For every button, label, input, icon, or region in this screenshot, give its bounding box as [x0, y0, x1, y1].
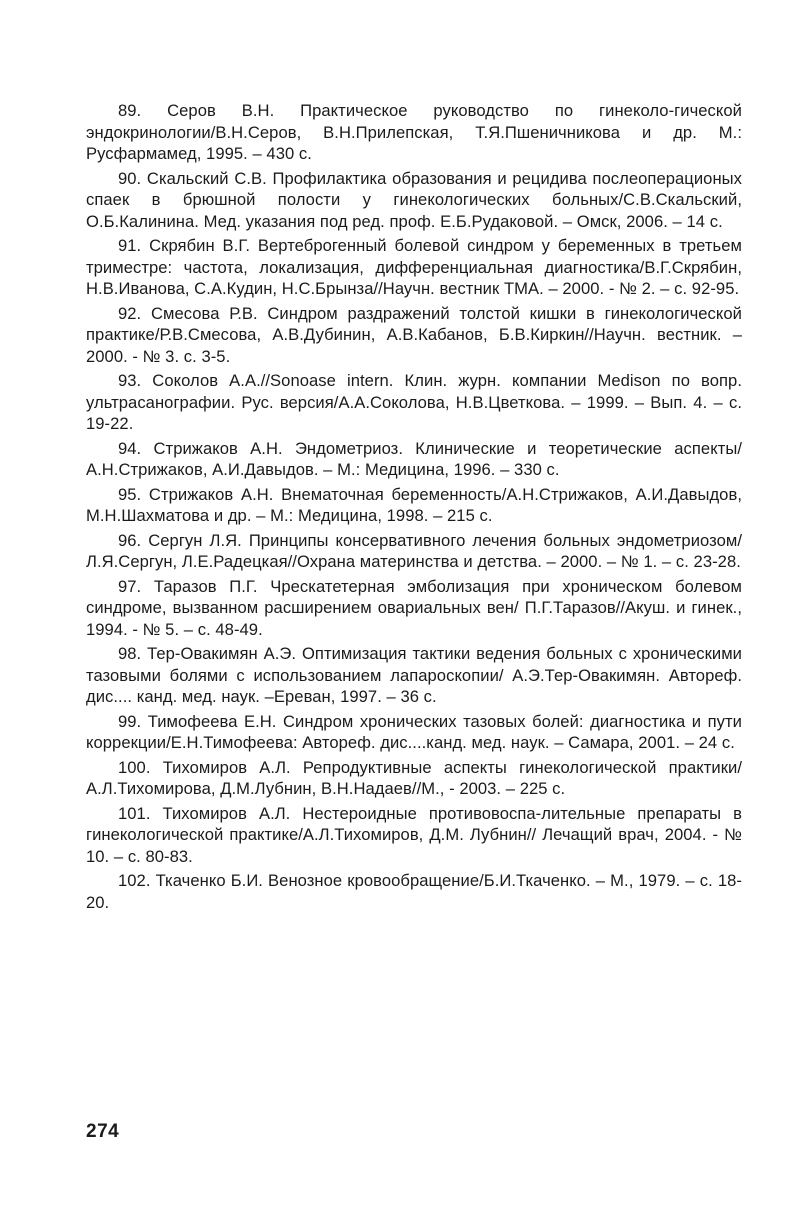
reference-item: 99. Тимофеева Е.Н. Синдром хронических тазовых болей: диагностика и пути коррекции/Е.Н.Тимофеева: Автореф. дис....канд. мед. наук. – Самара, 2001. – 24 с. — [86, 711, 742, 752]
reference-item: 96. Сергун Л.Я. Принципы консервативного лечения больных эндометриозом/Л.Я.Сергун, Л.Е.Радецкая//Охрана материнства и детства. – 2000. – № 1. – с. 23-28. — [86, 530, 742, 571]
reference-item: 100. Тихомиров А.Л. Репродуктивные аспекты гинекологической практики/А.Л.Тихомирова, Д.М.Лубнин, В.Н.Надаев//М., - 2003. – 225 с. — [86, 757, 742, 798]
reference-item: 93. Соколов А.А.//Sonoase intern. Клин. журн. компании Medison по вопр. ультрасанографии. Рус. версия/А.А.Соколова, Н.В.Цветкова. – 1999. – Вып. 4. – с. 19-22. — [86, 371, 742, 433]
reference-item: 102. Ткаченко Б.И. Венозное кровообращение/Б.И.Ткаченко. – М., 1979. – с. 18-20. — [86, 871, 742, 912]
page-number: 274 — [86, 1121, 120, 1142]
reference-item: 98. Тер-Овакимян А.Э. Оптимизация тактики ведения больных с хроническими тазовыми болями с использованием лапароскопии/ А.Э.Тер-Овакимян. Автореф. дис.... канд. мед. наук. –Ереван, 1997. – 36 с. — [86, 644, 742, 706]
reference-list — [86, 100, 742, 916]
reference-item: 90. Скальский С.В. Профилактика образования и рецидива послеоперационых спаек в брюшной полости у гинекологических больных/С.В.Скальский, О.Б.Калинина. Мед. указания под ред. проф. Е.Б.Рудаковой. – Омск, 2006. – 14 с. — [86, 168, 742, 231]
reference-item: 92. Смесова Р.В. Синдром раздражений толстой кишки в гинекологической практике/Р.В.Смесова, А.В.Дубинин, А.В.Кабанов, Б.В.Киркин//Научн. вестник. – 2000. - № 3. с. 3-5. — [86, 303, 742, 366]
reference-item: 89. Серов В.Н. Практическое руководство по гинеколо-гической эндокринологии/В.Н.Серов, В.Н.Прилепская, Т.Я.Пшеничникова и др. М.: Русфармамед, 1995. – 430 с. — [86, 101, 742, 163]
reference-item: 91. Скрябин В.Г. Вертеброгенный болевой синдром у беременных в третьем триместре: частота, локализация, дифференциальная диагностика/В.Г.Скрябин, Н.В.Иванова, С.А.Кудин, Н.С.Брынза//Научн. вестник ТМА. – 2000. - № 2. – с. 92-95. — [86, 236, 742, 298]
reference-item: 97. Таразов П.Г. Чрескатетерная эмболизация при хроническом болевом синдроме, вызванном расширением овариальных вен/ П.Г.Таразов//Акуш. и гинек., 1994. - № 5. – с. 48-49. — [86, 576, 742, 639]
reference-item: 95. Стрижаков А.Н. Внематочная беременность/А.Н.Стрижаков, А.И.Давыдов, М.Н.Шахматова и др. – М.: Медицина, 1998. – 215 с. — [86, 484, 742, 525]
reference-item: 101. Тихомиров А.Л. Нестероидные противовоспа-лительные препараты в гинекологической практике/А.Л.Тихомиров, Д.М. Лубнин// Лечащий врач, 2004. - № 10. – с. 80-83. — [86, 803, 742, 866]
reference-item: 94. Стрижаков А.Н. Эндометриоз. Клинические и теоретические аспекты/А.Н.Стрижаков, А.И.Давыдов. – М.: Медицина, 1996. – 330 с. — [86, 438, 742, 479]
